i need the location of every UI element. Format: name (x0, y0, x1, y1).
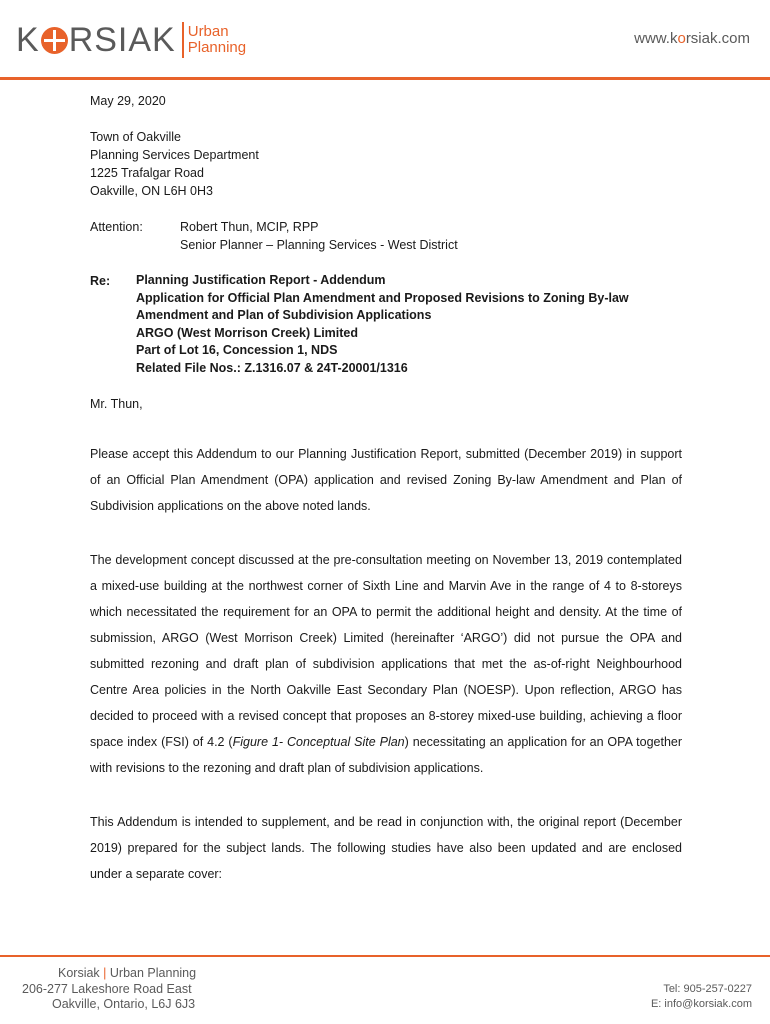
address-line: Town of Oakville (90, 130, 182, 144)
footer-separator: | (103, 966, 107, 980)
re-label: Re: (90, 274, 111, 288)
letter-date: May 29, 2020 (90, 94, 166, 108)
footer-email[interactable]: E: info@korsiak.com (650, 998, 752, 1010)
paragraph-development-concept (90, 547, 682, 781)
attention-label: Attention: (90, 220, 143, 234)
footer-street: 206-277 Lakeshore Road East (22, 981, 192, 996)
recipient-address (90, 128, 682, 200)
subject-line: ARGO (West Morrison Creek) Limited (136, 325, 359, 340)
logo-divider (182, 22, 184, 58)
attention-block (90, 218, 682, 254)
subject-line: Part of Lot 16, Concession 1, NDS (136, 343, 338, 357)
subject-line: Application for Official Plan Amendment and Proposed Revisions to Zoning By-law (136, 290, 629, 305)
logo-text-rsiak: RSIAK (68, 21, 176, 59)
footer-city: Oakville, Ontario, L6J 6J3 (52, 997, 196, 1011)
logo-crosshair-icon (41, 27, 68, 54)
logo-sub-planning: Planning (187, 39, 247, 56)
logo-wordmark (16, 23, 176, 57)
website-pre: www.k (634, 30, 678, 47)
header-rule (0, 77, 770, 80)
subject-line: Amendment and Plan of Subdivision Applications (136, 308, 432, 322)
subject-block (90, 272, 682, 377)
logo-subtitle (188, 24, 246, 56)
website-link[interactable] (634, 30, 750, 47)
footer-company (22, 966, 196, 982)
footer-rule (0, 955, 770, 957)
footer-company-division: Urban Planning (109, 966, 197, 980)
footer-contact (651, 982, 752, 1012)
logo-text-k: K (16, 21, 40, 59)
website-accent: o (677, 30, 686, 47)
salutation: Mr. Thun, (90, 397, 143, 411)
attention-title: Senior Planner – Planning Services - West District (180, 238, 458, 252)
website-post: rsiak.com (685, 30, 750, 47)
letterhead (0, 0, 770, 80)
paragraph-intro: Please accept this Addendum to our Planning Justification Report, submitted (December 2019) in support of an Official Plan Amendment (OPA) application and revised Zoning By-law Amendment and Plan of Subdivision applications on the above noted lands. (90, 447, 682, 513)
figure-reference: Figure 1- Conceptual Site Plan (232, 735, 405, 749)
attention-name: Robert Thun, MCIP, RPP (180, 220, 319, 234)
subject-line: Related File Nos.: Z.1316.07 & 24T-20001/1316 (136, 360, 408, 375)
address-line: 1225 Trafalgar Road (90, 166, 204, 180)
address-line: Planning Services Department (90, 148, 259, 162)
logo-sub-urban: Urban (187, 23, 229, 40)
paragraph-addendum-purpose: This Addendum is intended to supplement, and be read in conjunction with, the original report (December 2019) prepared for the subject lands. The following studies have also been updated and are enclosed under a separate cover: (90, 815, 682, 881)
footer-company-name: Korsiak (58, 966, 100, 980)
letter-body (90, 92, 682, 887)
footer-address (22, 966, 196, 1013)
subject-line: Planning Justification Report - Addendum (136, 273, 386, 287)
address-line: Oakville, ON L6H 0H3 (90, 184, 213, 198)
footer-tel: Tel: 905-257-0227 (663, 983, 752, 995)
company-logo (16, 22, 246, 58)
para2-text-b: ) necessitating an application for an OPA together with revisions to the rezoning and draft plan of subdivision applications. (90, 735, 683, 775)
para2-text-a: The development concept discussed at the pre-consultation meeting on November 13, 2019 contemplated a mixed-use building at the northwest corner of Sixth Line and Marvin Ave in the range of 4 to 8-storeys which necessitated the requirement for an OPA to permit the additional height and density. At the time of submission, ARGO (West Morrison Creek) Limited (hereinafter ‘ARGO’) did not pursue the OPA and submitted rezoning and draft plan of subdivision applications that met the as-of-right Neighbourhood Centre Area policies in the North Oakville East Secondary Plan (NOESP). Upon reflection, ARGO has decided to proceed with a revised concept that proposes an 8-storey mixed-use building, achieving a floor space index (FSI) of 4.2 ( (90, 553, 682, 749)
